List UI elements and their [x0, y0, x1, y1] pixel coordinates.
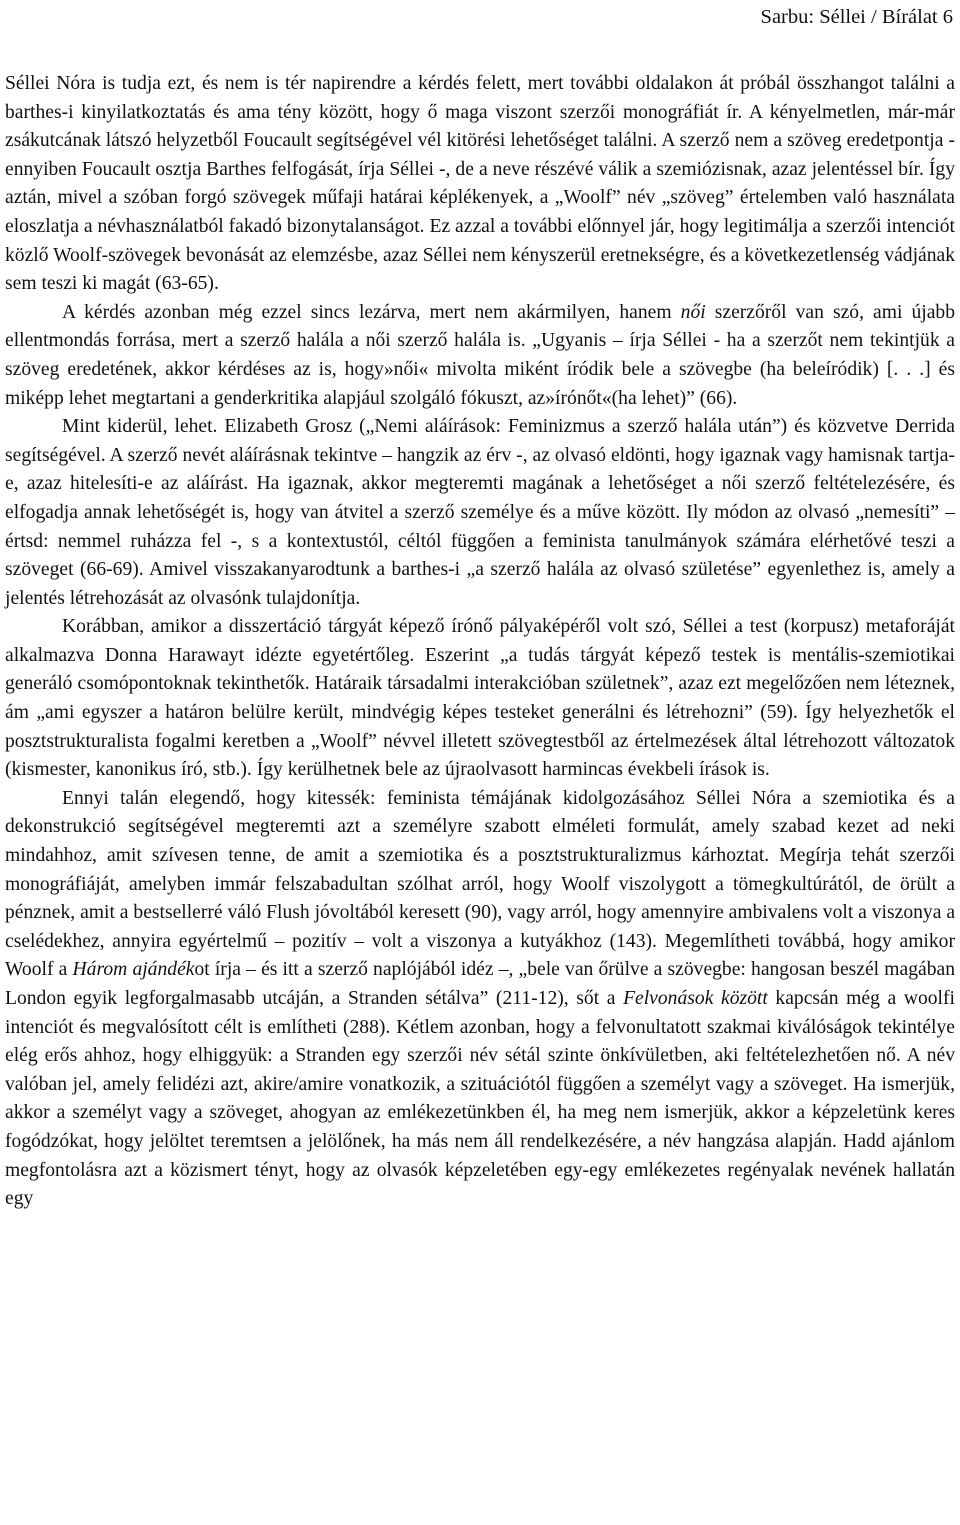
paragraph-text: A kérdés azonban még ezzel sincs lezárva, mert nem akármilyen, hanem [62, 301, 681, 323]
paragraph-4 [5, 613, 955, 785]
paragraph-text: Séllei Nóra is tudja ezt, és nem is tér napirendre a kérdés felett, mert további oldalakon át próbál összhangot találni a barthes-i kinyilatkoztatás és ama tény között, hogy ő maga viszont szerzői monográfiát ír. A kényelmetlen, már-már zsákutcának látszó helyzetből Foucault segítségével vél kitörési lehetőséget találni. A szerző nem a szöveg eredetpontja - ennyiben Foucault osztja Barthes felfogását, írja Séllei -, de a neve részévé válik a szemiózisnak, azaz jelentéssel bír. Így aztán, mivel a szóban forgó szövegek műfaji határai képlékenyek, a „Woolf” név „szöveg” értelemben való használata eloszlatja a névhasználatból fakadó bizonytalanságot. Ez azzal a további előnnyel jár, hogy legitimálja a szerzői intenciót közlő Woolf-szövegek bevonását az elemzésbe, azaz Séllei nem kényszerül eretnekségre, és a következetlenség vádjának sem teszi ki magát (63-65). [5, 73, 955, 295]
italic-book-title: Felvonások között [623, 988, 768, 1009]
paragraph-text: Korábban, amikor a disszertáció tárgyát képező írónő pályaképéről volt szó, Séllei a test (korpusz) metaforáját alkalmazva Donna Harawayt idézte egyetértőleg. Eszerint „a tudás tárgyát képező testek is mentális-szemiotikai generáló csomópontoknak tekinthetők. Határaik társadalmi interakcióban születnek”, azaz ezt megelőzően nem léteznek, ám „ami egyszer a határon belülre került, mindvégig képes testeket generálni és létrehozni” (59). Így helyezhetők el posztstrukturalista fogalmi keretben a „Woolf” névvel illetett szövegtestből az értelmezések által létrehozott változatok (kismester, kanonikus író, stb.). Így kerülhetnek bele az újraolvasott harmincas évekbeli írások is. [5, 616, 955, 781]
paragraph-5 [5, 785, 955, 1214]
paragraph-1 [5, 70, 955, 299]
paragraph-2 [5, 299, 955, 413]
italic-emphasis: női [680, 301, 706, 323]
document-page [5, 0, 955, 1214]
paragraph-text: Ennyi talán elegendő, hogy kitessék: feminista témájának kidolgozásához Séllei Nóra a szemiotika és a dekonstrukció segítségével megteremti azt a személyre szabott elméleti formulát, amely szabad kezet ad neki mindahhoz, amit szívesen tenne, de amit a szemiotika és a posztstrukturalizmus kárhoztat. Megírja tehát szerzői monográfiáját, amelyben immár felszabadultan szólhat arról, hogy Woolf viszolygott a tömegkultúrától, de örült a pénznek, amit a bestsellerré váló Flush jóvoltából keresett (90), vagy arról, hogy amennyire ambivalens volt a viszonya a cselédekhez, annyira egyértelmű – pozitív – volt a viszonya a kutyákhoz (143). Megemlítheti továbbá, hogy amikor Woolf a [5, 787, 956, 981]
paragraph-text: kapcsán még a woolfi intenciót és megvalósított célt is említheti (288). Kétlem azonban, hogy a felvonultatott szakmai kiválóságok tekintélye elég erős ahhoz, hogy elhiggyük: a Stranden egy szerzői név sétál szinte önkívületben, aki feltételezhetően nő. A név valóban jel, amely felidézi azt, akire/amire vonatkozik, a szituációtól függően a személyt vagy a szöveget. Ha ismerjük, akkor a személyt vagy a szöveget, ahogyan az emlékezetünkben él, ha meg nem ismerjük, akkor a képzeletünk keres fogódzókat, hogy jelöltet teremtsen a jelölőnek, ha más nem áll rendelkezésére, a név hangzása alapján. Hadd ajánlom megfontolásra azt a közismert tényt, hogy az olvasók képzeletében egy-egy emlékezetes regényalak nevének hallatán egy [5, 988, 955, 1210]
paragraph-text: Mint kiderül, lehet. Elizabeth Grosz („Nemi aláírások: Feminizmus a szerző halála után”) és közvetve Derrida segítségével. A szerző nevét aláírásnak tekintve – hangzik az érv -, az olvasó eldönti, hogy igaznak vagy hamisnak tartja-e, azaz hitelesíti-e az aláírást. Ha igaznak, akkor megteremti magának a lehetőséget a női szerző feltételezésére, és elfogadja annak lehetőségét is, hogy van átvitel a szerző személye és a műve között. Ily módon az olvasó „nemesíti” – értsd: nemmel ruházza fel -, s a kontextustól, céltól függően a feminista tanulmányok számára elérhetővé teszi a szöveget (66-69). Amivel visszakanyarodtunk a barthes-i „a szerző halála az olvasó születése” egyenlethez is, amely a jelentés létrehozását az olvasónk tulajdonítja. [5, 416, 955, 609]
paragraph-text: ot írja – és itt a szerző naplójából idéz –, „bele van őrülve a szövegbe: hangosan beszél magában London egyik legforgalmasabb utcáján, a Stranden sétálva” (211-12), sőt a [5, 959, 956, 1009]
paragraph-text: szerzőről van szó, ami újabb ellentmondás forrása, mert a szerző halála a női szerző halála is. „Ugyanis – írja Séllei - ha a szerzőt nem tekintjük a szöveg eredetének, akkor kérdéses az is, hogy»női« mivolta miként íródik bele a szövegbe (ha beleíródik) [. . .] és miképp lehet megtartani a genderkritika alapjául szolgáló fókuszt, az»írónőt«(ha lehet)” (66). [5, 301, 956, 409]
paragraph-3 [5, 413, 955, 613]
italic-book-title: Három ajándék [72, 959, 195, 981]
running-header: Sarbu: Séllei / Bírálat 6 [760, 6, 953, 28]
